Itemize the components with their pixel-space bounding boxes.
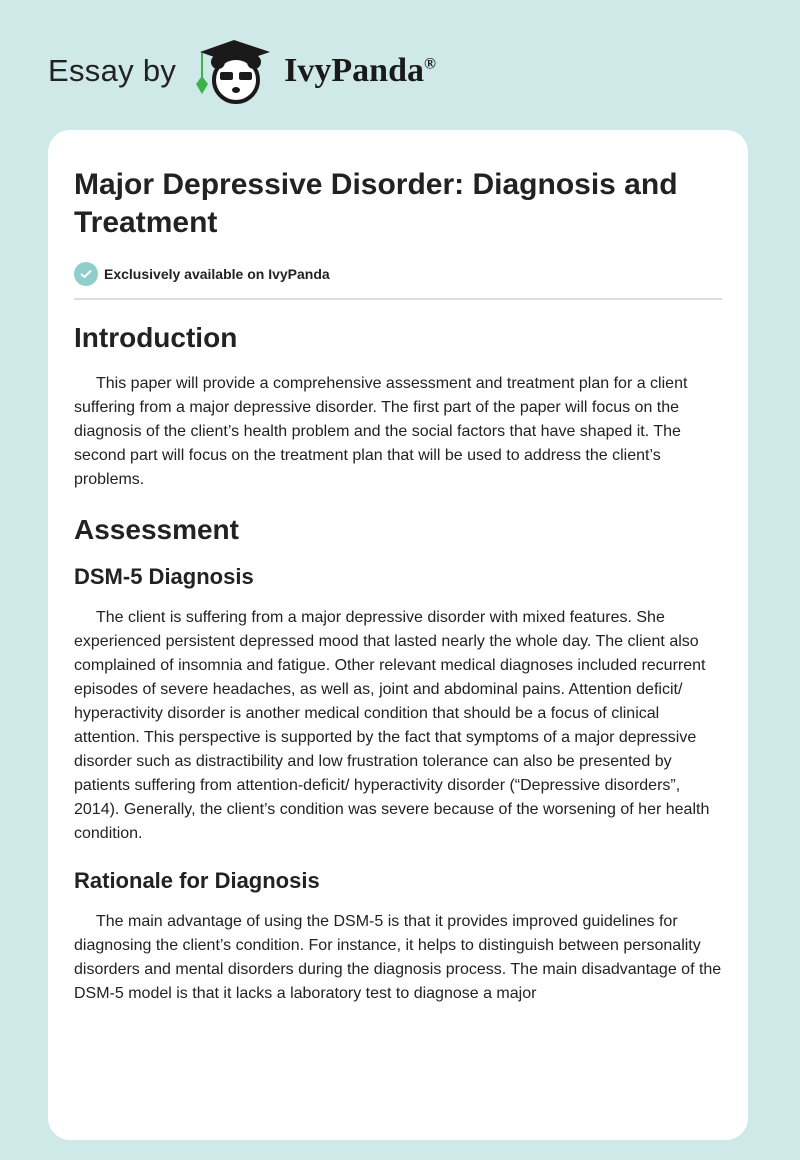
section-heading: Introduction (74, 322, 238, 353)
panda-graduate-icon (194, 36, 276, 106)
brand-name: IvyPanda® (284, 52, 436, 89)
paragraph: The main advantage of using the DSM-5 is that it provides improved guidelines for diagnosing the client’s condition. For instance, it helps to distinguish between personality disorders and mental disorders during the diagnosis process. The main disadvantage of the DSM-5 model is that it lacks a laboratory test to diagnose a major (74, 913, 722, 1002)
check-icon (74, 262, 98, 286)
paragraph: The client is suffering from a major depressive disorder with mixed features. She experienced persistent depressed mood that lasted nearly the whole day. The client also complained of insomnia and fatigue. Other relevant medical diagnoses included recurrent episodes of severe headaches, as well as, joint and abdominal pains. Attention deficit/ hyperactivity disorder is another medical condition that should be a focus of clinical attention. This perspective is supported by the fact that symptoms of a major depressive disorder such as distractibility and low frustration tolerance can also be presented by patients suffering from attention-deficit/ hyperactivity disorder (“Depressive disorders”, 2014). Generally, the client’s condition was severe because of the worsening of her health condition. (74, 609, 710, 842)
badge-label: Exclusively available on IvyPanda (104, 266, 330, 282)
subsection-heading: DSM-5 Diagnosis (74, 564, 254, 589)
site-header (48, 36, 436, 106)
page-title: Major Depressive Disorder: Diagnosis and Treatment (74, 168, 678, 239)
exclusive-badge (74, 262, 722, 286)
divider (74, 298, 722, 300)
subsection-heading: Rationale for Diagnosis (74, 868, 320, 893)
essay-by-label: Essay by (48, 53, 177, 88)
section-heading: Assessment (74, 514, 239, 545)
ivypanda-logo[interactable] (194, 36, 436, 106)
article-card (48, 130, 748, 1140)
paragraph: This paper will provide a comprehensive assessment and treatment plan for a client suffering from a major depressive disorder. The first part of the paper will focus on the diagnosis of the client’s health problem and the social factors that have shaped it. The second part will focus on the treatment plan that will be used to address the client’s problems. (74, 375, 688, 488)
